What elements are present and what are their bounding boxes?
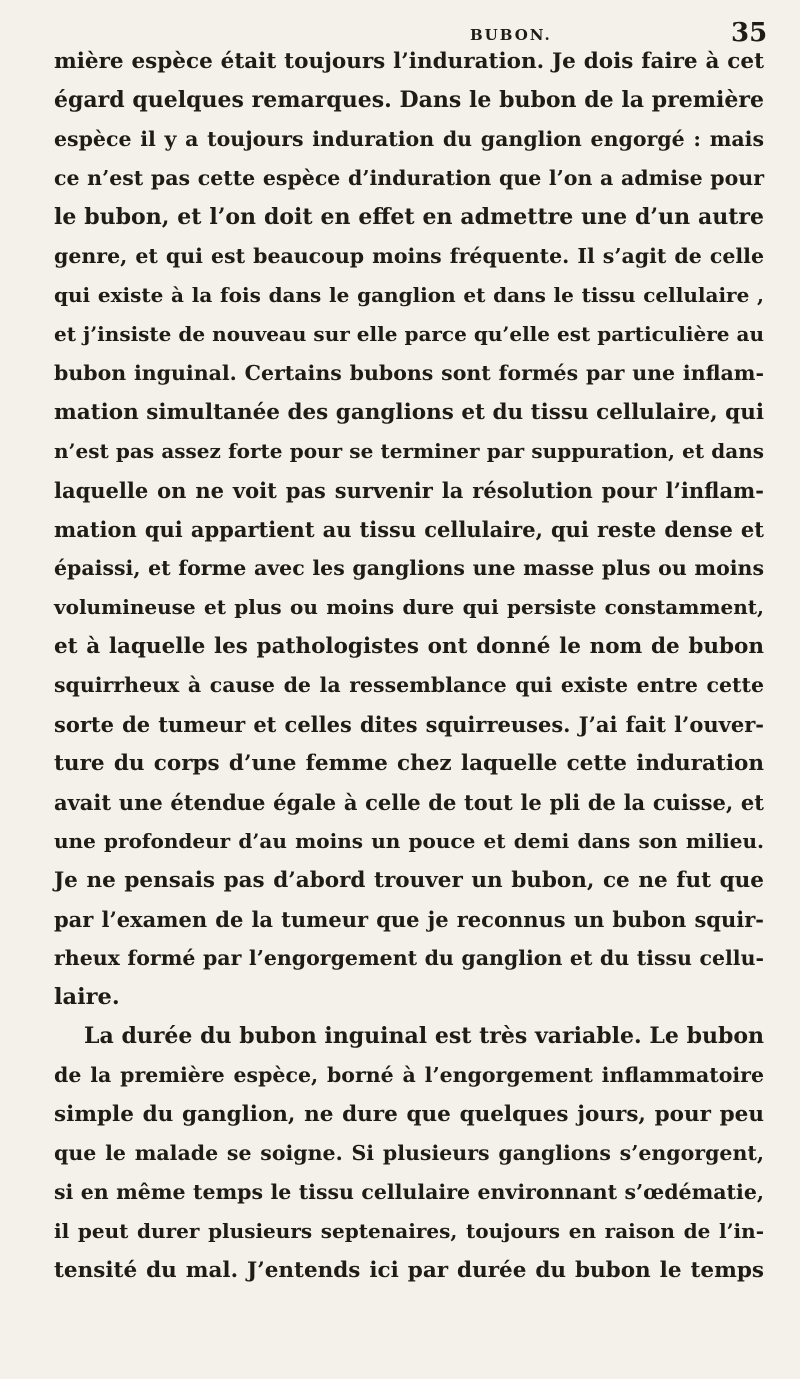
text-line: n’est pas assez forte pour se terminer par suppuration, et dans — [54, 439, 764, 463]
text-line: avait une étendue égale à celle de tout le pli de la cuisse, et — [54, 790, 764, 815]
text-line: laquelle on ne voit pas survenir la résolution pour l’inflam- — [54, 478, 764, 503]
text-line: si en même temps le tissu cellulaire environnant s’œdématie, — [54, 1180, 764, 1204]
text-line: égard quelques remarques. Dans le bubon de la première — [54, 87, 764, 113]
text-line: mière espèce était toujours l’induration. Je dois faire à cet — [54, 49, 764, 74]
text-line: de la première espèce, borné à l’engorgement inflammatoire — [54, 1063, 764, 1087]
text-line: et à laquelle les pathologistes ont donné le nom de bubon — [54, 634, 764, 659]
text-line: que le malade se soigne. Si plusieurs ganglions s’engorgent, — [54, 1141, 764, 1165]
running-head: BUBON. — [470, 26, 552, 44]
text-line: simple du ganglion, ne dure que quelques jours, pour peu — [54, 1102, 764, 1127]
text-line: volumineuse et plus ou moins dure qui persiste constamment, — [54, 595, 764, 619]
text-line: le bubon, et l’on doit en effet en admettre une d’un autre — [54, 204, 764, 230]
text-line: qui existe à la fois dans le ganglion et dans le tissu cellulaire , — [54, 283, 764, 307]
text-line: laire. — [54, 984, 120, 1010]
text-line: mation simultanée des ganglions et du tissu cellulaire, qui — [54, 400, 764, 425]
page-header — [0, 12, 800, 46]
text-line: tensité du mal. J’entends ici par durée du bubon le temps — [54, 1258, 764, 1283]
text-line: ce n’est pas cette espèce d’induration que l’on a admise pour — [54, 166, 764, 190]
text-line: sorte de tumeur et celles dites squirreuses. J’ai fait l’ouver- — [54, 712, 764, 737]
text-line: il peut durer plusieurs septenaires, toujours en raison de l’in- — [54, 1219, 764, 1243]
page-number: 35 — [731, 18, 768, 48]
text-line: une profondeur d’au moins un pouce et demi dans son milieu. — [54, 829, 764, 853]
text-line: mation qui appartient au tissu cellulaire, qui reste dense et — [54, 517, 764, 542]
text-line: par l’examen de la tumeur que je reconnus un bubon squir- — [54, 907, 764, 932]
text-line: ture du corps d’une femme chez laquelle cette induration — [54, 751, 764, 776]
text-line: squirrheux à cause de la ressemblance qui existe entre cette — [54, 673, 764, 697]
text-line: rheux formé par l’engorgement du ganglion et du tissu cellu- — [54, 946, 764, 970]
text-line: espèce il y a toujours induration du ganglion engorgé : mais — [54, 127, 764, 151]
text-line: épaissi, et forme avec les ganglions une masse plus ou moins — [54, 556, 764, 580]
text-line: La durée du bubon inguinal est très variable. Le bubon — [84, 1023, 764, 1049]
text-line: Je ne pensais pas d’abord trouver un bubon, ce ne fut que — [54, 868, 764, 893]
text-line: genre, et qui est beaucoup moins fréquente. Il s’agit de celle — [54, 244, 764, 268]
text-line: bubon inguinal. Certains bubons sont formés par une inflam- — [54, 361, 764, 385]
text-line: et j’insiste de nouveau sur elle parce qu’elle est particulière au — [54, 322, 764, 346]
body-text — [54, 42, 764, 1290]
